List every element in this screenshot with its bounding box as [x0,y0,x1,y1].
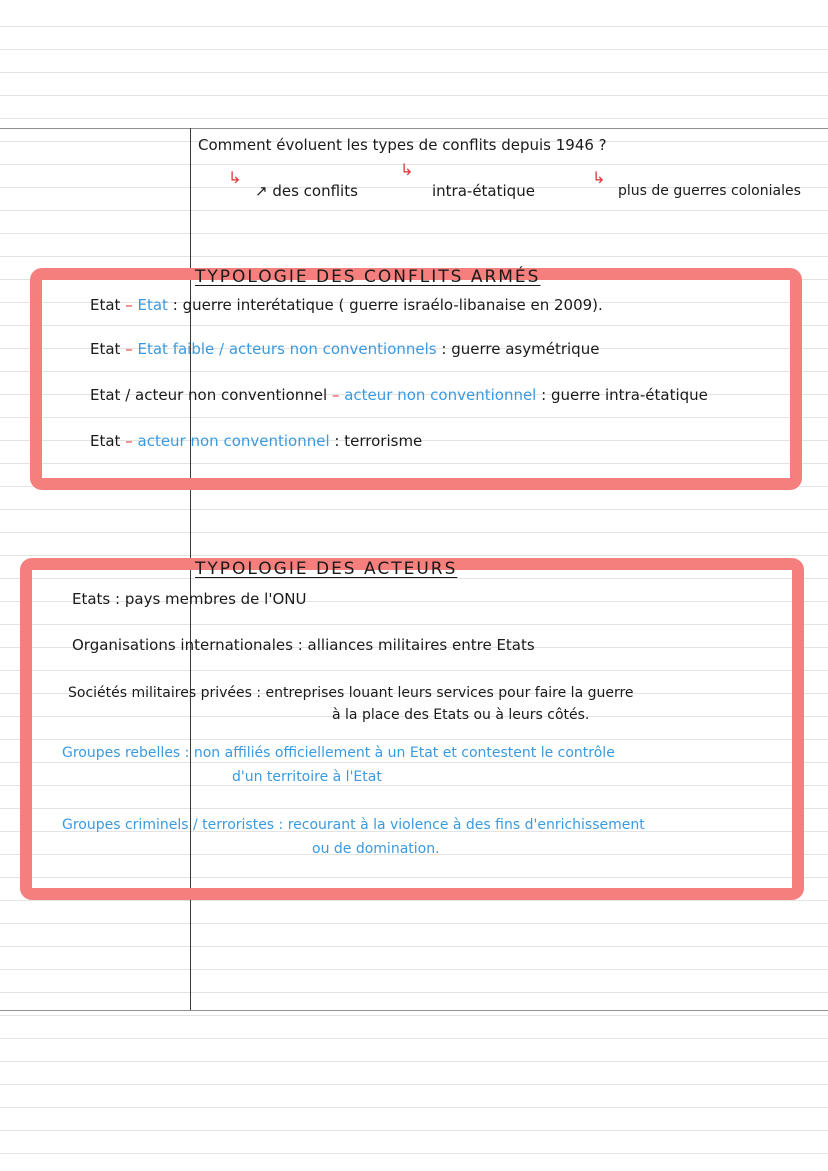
row-b: acteur non conventionnel [344,386,537,404]
row-sep: – [125,296,133,314]
bottom-rule [0,1010,828,1011]
acteur-row [62,816,645,834]
acteur-def: alliances militaires entre Etats [307,636,535,654]
acteur-def-cont: ou de domination. [312,841,440,857]
row-c: guerre interétatique ( guerre israélo-libanaise en 2009). [182,296,603,314]
row-c: terrorisme [344,432,423,450]
conflit-row [90,340,599,358]
row-colon: : [441,340,447,358]
row-c: guerre intra-étatique [550,386,708,404]
question-point-3: plus de guerres coloniales [618,183,801,199]
acteur-def-cont: d'un territoire à l'Etat [232,769,382,785]
acteur-def: pays membres de l'ONU [124,590,307,608]
row-sep: – [125,432,133,450]
acteur-row [72,590,306,608]
acteur-term: Groupes criminels / terroristes : [62,817,284,833]
row-colon: : [172,296,178,314]
question-point-1: ↗ des conflits [255,182,358,200]
row-a: Etat [90,296,121,314]
acteur-row [72,636,535,654]
question-title: Comment évoluent les types de conflits depuis 1946 ? [198,136,607,154]
acteur-term: Sociétés militaires privées : [68,685,262,701]
row-colon: : [334,432,340,450]
conflits-title: TYPOLOGIE DES CONFLITS ARMÉS [195,267,541,287]
arrow-down-icon: ↳ [228,168,242,187]
conflit-row [90,432,422,450]
acteur-term: Groupes rebelles : [62,745,190,761]
arrow-down-icon: ↳ [592,168,606,187]
row-a: Etat [90,340,121,358]
row-sep: – [125,340,133,358]
acteur-row [62,744,615,762]
arrow-down-icon: ↳ [400,160,414,179]
conflit-row [90,386,708,404]
row-b: Etat faible / acteurs non conventionnels [137,340,437,358]
row-a: Etat [90,432,121,450]
acteur-def: recourant à la violence à des fins d'enrichissement [287,817,645,833]
row-c: guerre asymétrique [451,340,600,358]
acteur-term: Organisations internationales : [72,636,303,654]
row-a: Etat / acteur non conventionnel [90,386,328,404]
acteurs-title: TYPOLOGIE DES ACTEURS [195,559,458,579]
row-colon: : [541,386,547,404]
row-b: acteur non conventionnel [137,432,330,450]
acteur-row [68,684,634,702]
top-rule [0,128,828,129]
question-point-2: intra-étatique [432,182,535,200]
acteur-term: Etats : [72,590,121,608]
acteur-def-cont: à la place des Etats ou à leurs côtés. [332,707,590,723]
acteur-def: non affiliés officiellement à un Etat et contestent le contrôle [193,745,615,761]
row-sep: – [331,386,340,404]
conflit-row [90,296,603,314]
acteur-def: entreprises louant leurs services pour faire la guerre [265,685,634,701]
row-b: Etat [137,296,168,314]
